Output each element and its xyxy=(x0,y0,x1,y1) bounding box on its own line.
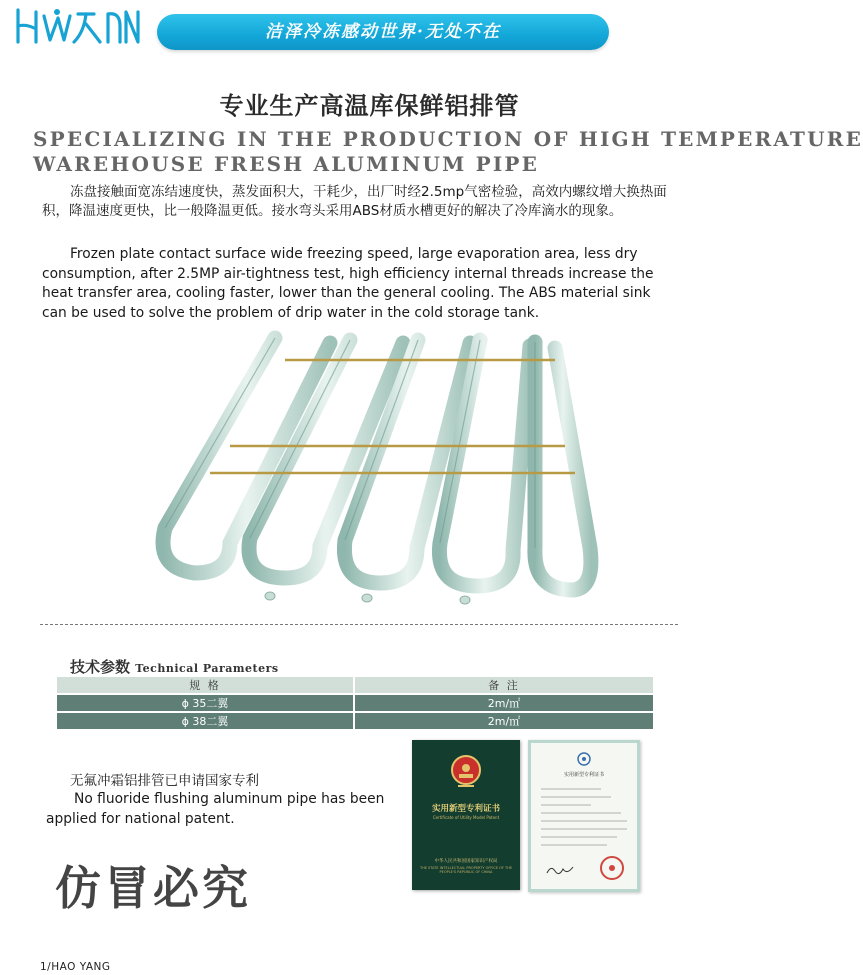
certificate-sheet-title: 实用新型专利证书 xyxy=(563,772,604,778)
table-cell-spec: ϕ 38二翼 xyxy=(57,712,354,730)
slogan-banner xyxy=(157,14,609,50)
certificate-body-text-lines xyxy=(541,785,627,855)
patent-text-en: No fluoride flushing aluminum pipe has been applied for national patent. xyxy=(46,791,385,827)
slogan-text: 洁泽冷冻感动世界·无处不在 xyxy=(265,22,501,42)
patent-certificate-cover xyxy=(412,740,520,890)
table-cell-note: 2m/㎡ xyxy=(354,712,653,730)
page-title-cn: 专业生产高温库保鲜铝排管 xyxy=(219,91,520,120)
page-footer: 1/HAO YANG xyxy=(40,961,111,973)
description-en: Frozen plate contact surface wide freezing speed, large evaporation area, less dry consumption, after 2.5MP air-tightness test, high efficiency internal threads increase the heat transfer area, cooling faster, lower than the general cooling. The ABS material sink can be used to solve the problem of drip water in the cold storage tank. xyxy=(42,246,654,321)
certificate-cover-title: 实用新型专利证书 xyxy=(431,804,500,814)
page-title-en-line2: WAREHOUSE FRESH ALUMINUM PIPE xyxy=(33,152,540,176)
patent-text-cn: 无氟冲霜铝排管已申请国家专利 xyxy=(70,773,259,789)
hao-yang-logo-icon xyxy=(14,6,144,46)
description-cn: 冻盘接触面宽冻结速度快，蒸发面积大，干耗少，出厂时经2.5mp气密检验，高效内螺纹增大换热面积，降温速度更快，比一般降温更低。接水弯头采用ABS材质水槽更好的解决了冷库滴水的现象。 xyxy=(42,184,667,219)
aluminum-pipe-image xyxy=(135,328,605,608)
table-cell-note: 2m/㎡ xyxy=(354,694,653,712)
certificate-logo-icon xyxy=(575,751,593,767)
section-divider xyxy=(40,624,678,625)
tech-params-table xyxy=(57,677,653,731)
national-emblem-icon xyxy=(450,754,482,790)
table-row xyxy=(57,694,653,712)
signature-image xyxy=(545,863,575,877)
table-cell-spec: ϕ 35二翼 xyxy=(57,694,354,712)
certificate-cover-subtitle: Certificate of Utility Model Patent xyxy=(432,815,500,820)
table-header-row xyxy=(57,677,653,694)
certificate-cover-issuer-en: THE STATE INTELLECTUAL PROPERTY OFFICE OF THE PEOPLE'S REPUBLIC OF CHINA xyxy=(419,866,513,874)
table-header-spec: 规 格 xyxy=(57,677,354,694)
table-header-note: 备 注 xyxy=(354,677,653,694)
tech-params-title-cn: 技术参数 xyxy=(70,658,131,676)
table-row xyxy=(57,712,653,730)
certificate-cover-issuer: 中华人民共和国国家知识产权局 xyxy=(434,859,498,864)
official-seal-icon xyxy=(599,855,625,881)
patent-certificate-sheet xyxy=(528,740,640,892)
page-title-en-line1: SPECIALIZING IN THE PRODUCTION OF HIGH TEMPERATURE xyxy=(33,127,863,151)
anti-counterfeit-text: 仿冒必究 xyxy=(55,861,251,915)
tech-params-title-en: Technical Parameters xyxy=(135,662,279,675)
tech-params-title xyxy=(70,656,279,677)
